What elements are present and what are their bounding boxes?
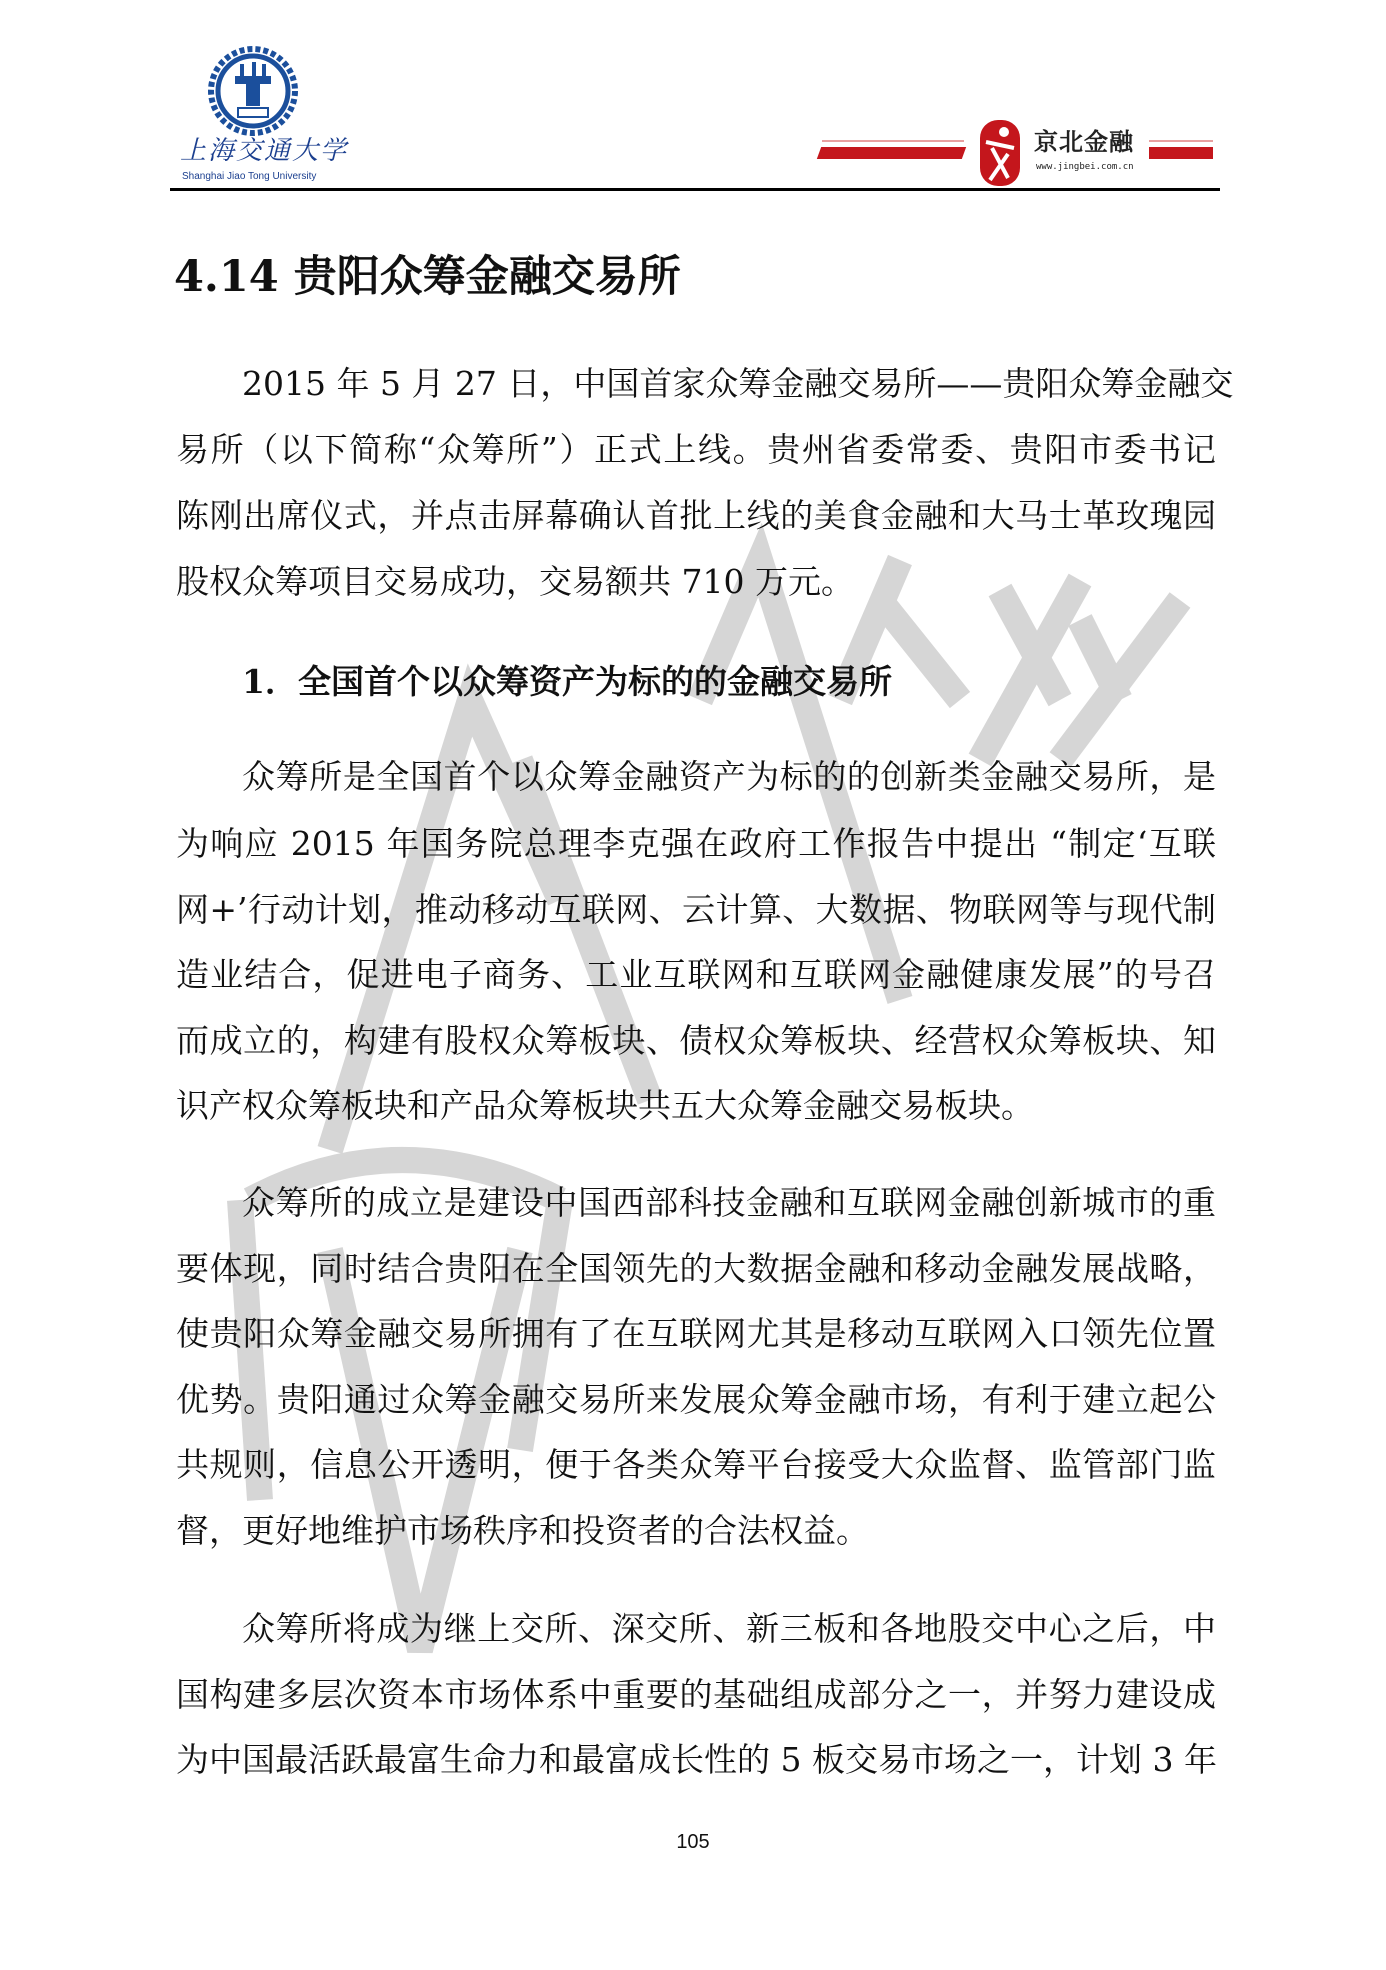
sjtu-name-en: Shanghai Jiao Tong University <box>182 171 317 182</box>
text-line: 易所（以下简称“众筹所”）正式上线。贵州省委常委、贵阳市委书记 <box>176 430 1216 469</box>
text-line: 2015 年 5 月 27 日，中国首家众筹金融交易所——贵阳众筹金融交 <box>242 364 1234 403</box>
text-line: 共规则，信息公开透明，便于各类众筹平台接受大众监督、监管部门监 <box>176 1445 1216 1484</box>
text-line: 陈刚出席仪式，并点击屏幕确认首批上线的美食金融和大马士革玫瑰园 <box>176 496 1216 535</box>
jingbei-url: www.jingbei.com.cn <box>1036 162 1134 172</box>
page-number: 105 <box>676 1831 710 1853</box>
jingbei-logo-icon <box>978 118 1022 188</box>
text-line: 众筹所是全国首个以众筹金融资产为标的的创新类金融交易所，是 <box>242 757 1216 796</box>
text-line: 国构建多层次资本市场体系中重要的基础组成部分之一，并努力建设成 <box>176 1675 1216 1714</box>
subsection-heading: 1．全国首个以众筹资产为标的的金融交易所 <box>242 662 892 701</box>
text-line: 众筹所的成立是建设中国西部科技金融和互联网金融创新城市的重 <box>242 1183 1216 1222</box>
text-line: 督，更好地维护市场秩序和投资者的合法权益。 <box>176 1511 869 1550</box>
text-line: 使贵阳众筹金融交易所拥有了在互联网尤其是移动互联网入口领先位置 <box>176 1314 1216 1353</box>
text-line: 优势。贵阳通过众筹金融交易所来发展众筹金融市场，有利于建立起公 <box>176 1380 1216 1419</box>
sjtu-emblem-icon <box>208 46 298 136</box>
red-bar-right <box>1149 147 1213 159</box>
jingbei-name-cn: 京北金融 <box>1034 128 1134 156</box>
text-line: 而成立的，构建有股权众筹板块、债权众筹板块、经营权众筹板块、知 <box>176 1021 1216 1060</box>
text-line: 要体现，同时结合贵阳在全国领先的大数据金融和移动金融发展战略， <box>176 1249 1216 1288</box>
red-line-left <box>822 140 964 142</box>
sjtu-name-cn: 上海交通大学 <box>180 136 349 166</box>
text-line: 股权众筹项目交易成功，交易额共 710 万元。 <box>176 562 854 601</box>
red-bar-left <box>817 147 966 159</box>
text-line: 造业结合，促进电子商务、工业互联网和互联网金融健康发展”的号召 <box>176 955 1216 994</box>
red-line-right <box>1149 140 1213 142</box>
section-title: 4.14 贵阳众筹金融交易所 <box>174 252 681 302</box>
header-divider <box>170 188 1220 191</box>
text-line: 网+’行动计划，推动移动互联网、云计算、大数据、物联网等与现代制 <box>176 890 1216 929</box>
text-line: 众筹所将成为继上交所、深交所、新三板和各地股交中心之后，中 <box>242 1609 1216 1648</box>
text-line: 为响应 2015 年国务院总理李克强在政府工作报告中提出 “制定‘互联 <box>176 824 1216 863</box>
text-line: 为中国最活跃最富生命力和最富成长性的 5 板交易市场之一，计划 3 年 <box>176 1740 1217 1779</box>
text-line: 识产权众筹板块和产品众筹板块共五大众筹金融交易板块。 <box>176 1086 1034 1125</box>
